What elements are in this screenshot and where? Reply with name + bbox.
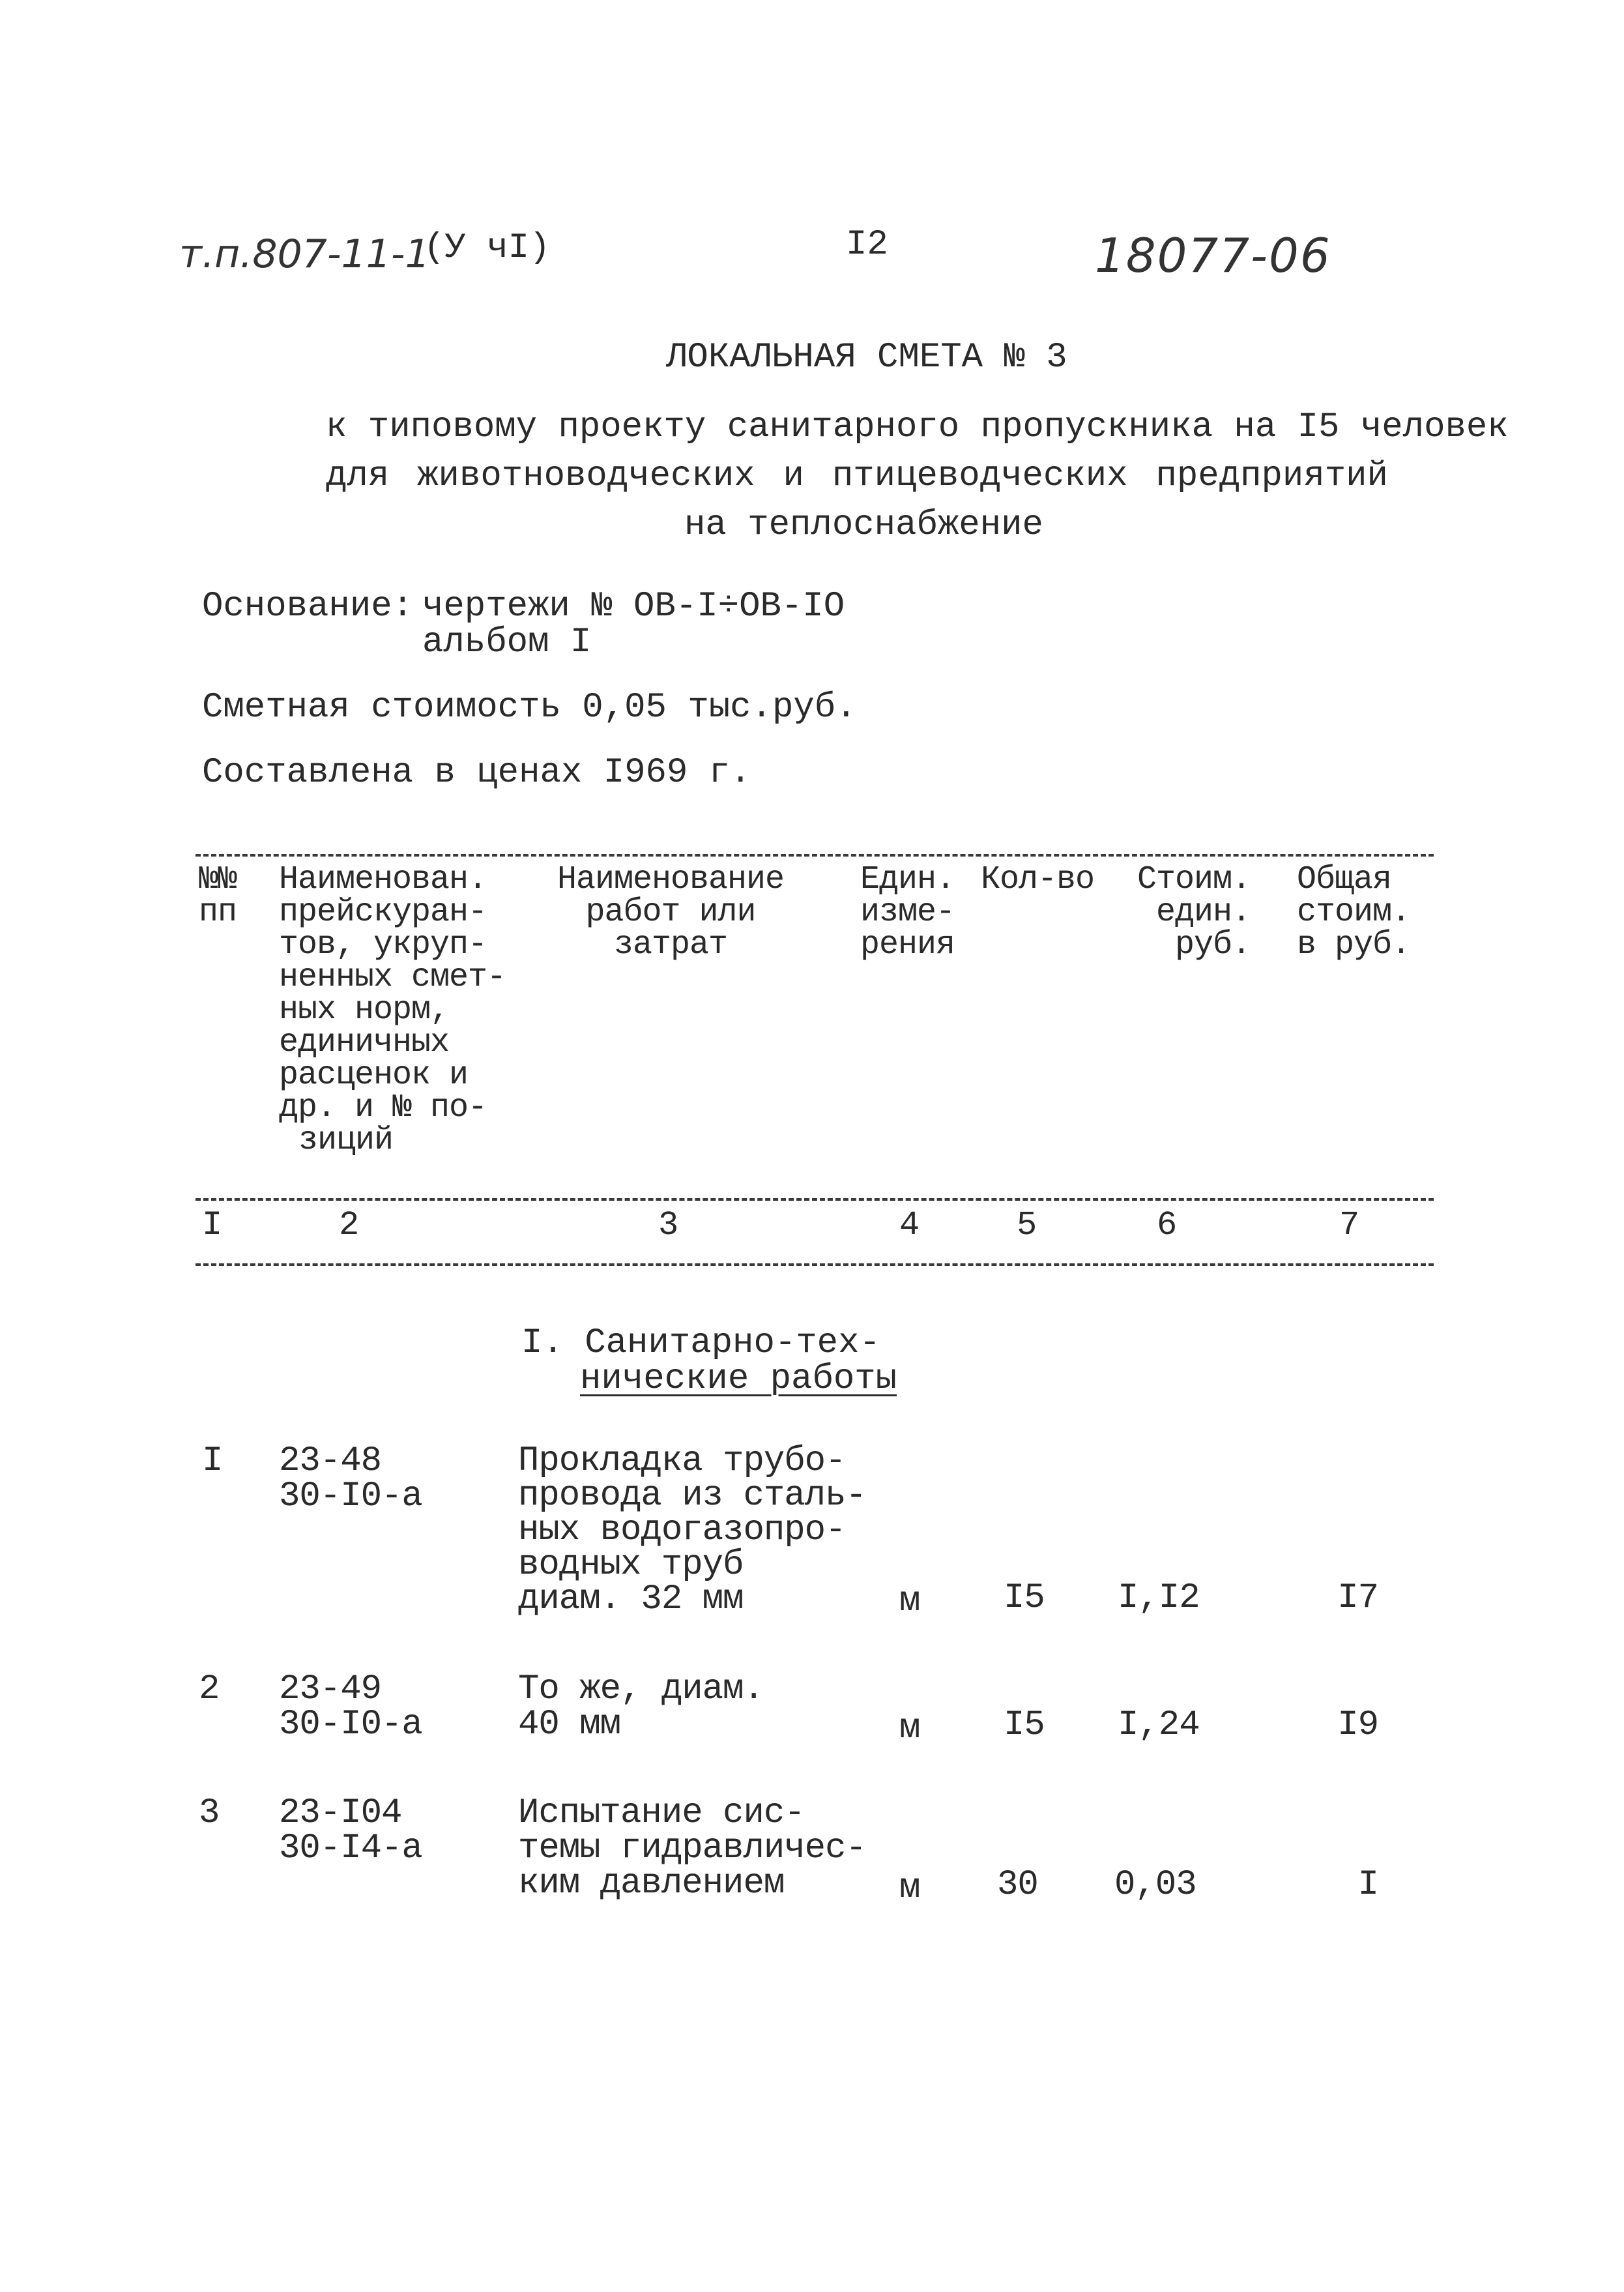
col-number-2: 2: [339, 1206, 360, 1244]
col-header-qty: Кол-во: [981, 861, 1095, 898]
row-total: I: [1357, 1865, 1378, 1905]
col-number-1: I: [202, 1206, 223, 1244]
row-work: То же, диам. 40 мм: [518, 1669, 764, 1744]
row-qty: I5: [1004, 1578, 1045, 1618]
col-number-3: 3: [658, 1206, 679, 1244]
project-code: т.п.807-11-1: [179, 231, 430, 277]
col-header-num: №№ пп: [199, 861, 237, 931]
table-top-rule: [196, 854, 1434, 857]
row-total: I7: [1337, 1578, 1378, 1618]
row-num: I: [202, 1441, 223, 1481]
row-unit: м: [899, 1709, 920, 1748]
subtitle-word: и: [783, 456, 804, 496]
part-label: (У чI): [424, 228, 551, 268]
section-title-cont: нические работы: [580, 1359, 897, 1399]
row-codes: 23-48 30-I0-а: [279, 1441, 422, 1516]
row-work: Испытание сис- темы гидравличес- ким давлением: [518, 1793, 866, 1903]
table-header-rule: [196, 1198, 1434, 1201]
row-num: 3: [199, 1793, 220, 1833]
col-number-6: 6: [1157, 1206, 1178, 1244]
document-title: ЛОКАЛЬНАЯ СМЕТА № 3: [666, 338, 1067, 377]
col-header-price-list: Наименован. прейскуран- тов, укруп- ненных смет- ных норм, единичных расценок и др. и № по- зиций: [279, 861, 506, 1159]
document-number: 18077-06: [1095, 228, 1331, 283]
col-number-7: 7: [1339, 1206, 1360, 1244]
subtitle-word: для: [326, 456, 390, 496]
row-codes: 23-I04 30-I4-а: [279, 1793, 422, 1868]
price-level: Составлена в ценах I969 г.: [202, 753, 751, 793]
col-header-work: Наименование работ или затрат: [557, 861, 785, 963]
col-header-unit: Един. изме- рения: [860, 861, 955, 963]
section-title: I. Санитарно-тех-: [521, 1323, 880, 1363]
subtitle-word: предприятий: [1155, 456, 1388, 496]
basis-drawings: чертежи № ОВ-I÷ОВ-IО: [422, 587, 845, 626]
row-codes: 23-49 30-I0-а: [279, 1669, 422, 1744]
row-unit: м: [899, 1581, 920, 1621]
col-number-5: 5: [1017, 1206, 1037, 1244]
row-unit-cost: I,24: [1118, 1705, 1200, 1745]
subtitle-line-3: на теплоснабжение: [684, 505, 1043, 545]
subtitle-line-2: [326, 456, 1388, 496]
col-header-total: Общая стоим. в руб.: [1297, 861, 1411, 963]
estimated-cost: Сметная стоимость 0,05 тыс.руб.: [202, 688, 857, 727]
subtitle-line-1: к типовому проекту санитарного пропускника на I5 человек: [326, 407, 1509, 447]
table-colnum-rule: [196, 1263, 1434, 1266]
row-unit-cost: 0,03: [1114, 1865, 1196, 1905]
row-unit: м: [899, 1868, 920, 1908]
col-header-unit-cost: Стоим. един. руб.: [1137, 861, 1251, 963]
col-number-4: 4: [899, 1206, 920, 1244]
row-work: Прокладка трубо- провода из сталь- ных водогазопро- водных труб диам. 32 мм: [518, 1441, 866, 1619]
row-unit-cost: I,I2: [1118, 1578, 1200, 1618]
subtitle-word: птицеводческих: [832, 456, 1128, 496]
row-qty: 30: [997, 1865, 1038, 1905]
page-number: I2: [846, 225, 888, 265]
basis-album: альбом I: [422, 623, 592, 662]
row-total: I9: [1337, 1705, 1378, 1745]
subtitle-word: животноводческих: [417, 456, 755, 496]
basis-label: Основание:: [202, 587, 414, 626]
row-qty: I5: [1004, 1705, 1045, 1745]
row-num: 2: [199, 1669, 220, 1709]
